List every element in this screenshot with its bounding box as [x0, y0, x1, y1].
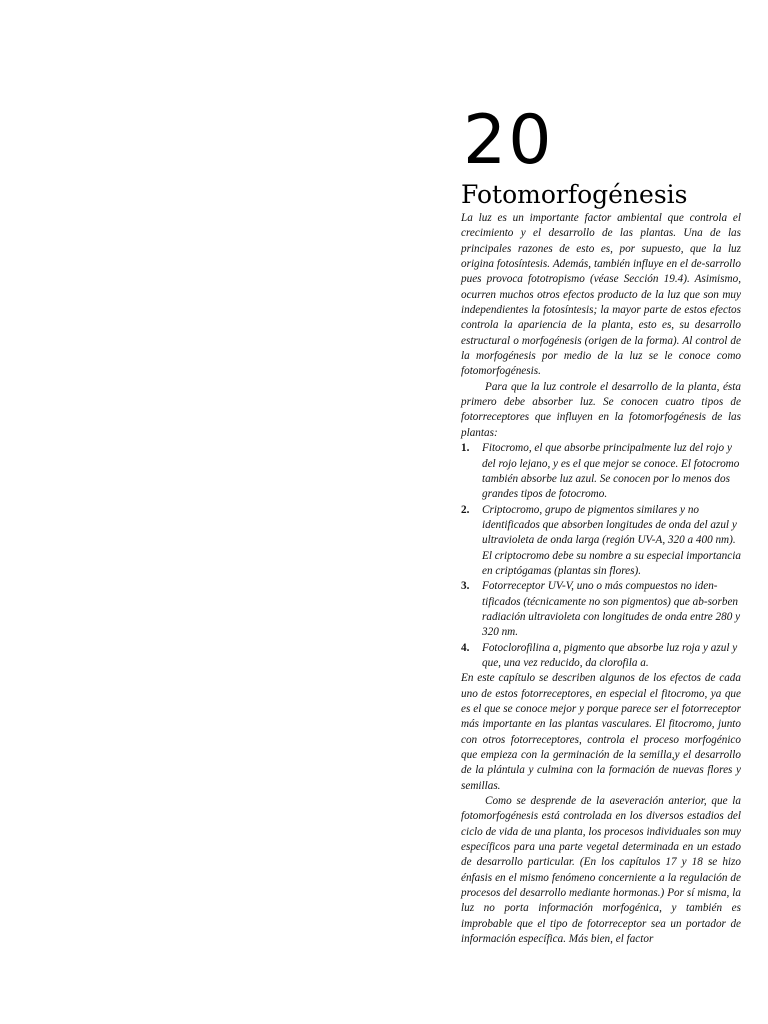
list-item [461, 579, 741, 640]
text-column [461, 102, 741, 948]
chapter-body [461, 211, 741, 948]
chapter-number: 20 [463, 101, 554, 180]
list-item [461, 503, 741, 580]
list-item-number: 1. [461, 442, 470, 455]
chapter-scope-paragraph: En este capítulo se describen algunos de los efectos de cada uno de estos fotorreceptores, en especial el fitocromo, ya que es el que se conoce mejor y porque parece ser el fotorreceptor más importante en las plantas vasculares. El fitocromo, junto con otros fotorreceptores, controla el proceso morfogénico que empieza con la germinación de la semilla,y el desarrollo de la plántula y culmina con la formación de nuevas flores y semillas. [461, 672, 741, 792]
list-item-number: 2. [461, 503, 470, 516]
list-item-number: 4. [461, 641, 470, 654]
photoreceptor-list [461, 441, 741, 671]
photoreceptors-intro-paragraph: Para que la luz controle el desarrollo de la planta, ésta primero debe absorber luz. Se conocen cuatro tipos de fotorreceptores que influyen en la fotomorfogénesis de las plantas: [461, 380, 741, 439]
intro-paragraph: La luz es un importante factor ambiental que controla el crecimiento y el desarrollo de las plantas. Una de las principales razones de esto es, por supuesto, que la luz origina fotosíntesis. Además, también influye en el de-sarrollo pues provoca fototropismo (véase Sección 19.4). Asimismo, ocurren muchos otros efectos producto de la luz que son muy independientes la fotosíntesis; la mayor parte de estos efectos controla la apariencia de la planta, esto es, su desarrollo estructural o morfogénesis (origen de la forma). Al control de la morfogénesis por medio de la luz se le conoce como fotomorfogénesis. [461, 212, 741, 378]
list-item-text: Fotorreceptor UV-V, uno o más compuestos no iden-tificados (técnicamente no son pigmentos) que ab-sorben radiación ultravioleta con longitudes de onda entre 280 y 320 nm. [482, 580, 741, 639]
list-item [461, 641, 741, 672]
conclusion-paragraph: Como se desprende de la aseveración anterior, que la fotomorfogénesis está controlada en los diversos estadios del ciclo de vida de una planta, los procesos individuales son muy específicos para una parte vegetal determinada en un estado de desarrollo particular. (En los capítulos 17 y 18 se hizo énfasis en el mismo fenómeno concerniente a la regulación de procesos del desarrollo mediante hormonas.) Por sí misma, la luz no porta información morfogénica, y también es improbable que el tipo de fotorreceptor sea un portador de información específica. Más bien, el factor [461, 795, 741, 946]
list-item [461, 441, 741, 502]
list-item-text: Criptocromo, grupo de pigmentos similares y no identificados que absorben longitudes de onda del azul y ultravioleta de onda larga (región UV-A, 320 a 400 nm). El criptocromo debe su nombre a su especial importancia en criptógamas (plantas sin flores). [482, 503, 741, 577]
chapter-title: Fotomorfogénesis [461, 180, 688, 209]
list-item-number: 3. [461, 580, 470, 593]
list-item-text: Fotoclorofilina a, pigmento que absorbe luz roja y azul y que, una vez reducido, da clorofila a. [482, 641, 738, 669]
list-item-text: Fitocromo, el que absorbe principalmente luz del rojo y del rojo lejano, y es el que mejor se conoce. El fotocromo también absorbe luz azul. Se conocen por lo menos dos grandes tipos de fotocromo. [482, 442, 740, 501]
